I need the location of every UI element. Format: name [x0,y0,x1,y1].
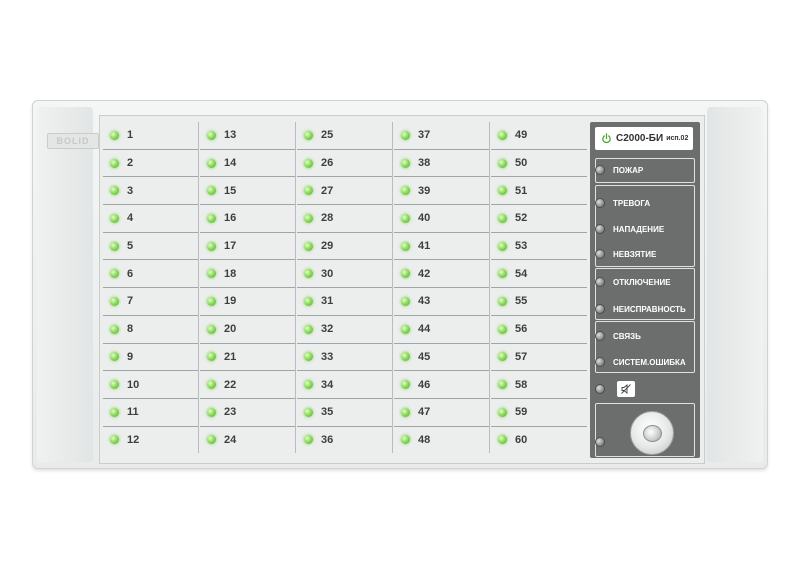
green-led-icon [110,325,119,334]
zone-number: 17 [224,240,237,253]
zone-number: 22 [224,378,237,391]
zone-indicator [491,371,587,399]
zone-indicator [394,205,489,233]
zone-indicator [297,150,392,178]
zone-number: 40 [418,212,431,225]
green-led-icon [207,131,216,140]
zone-indicator [200,122,295,150]
green-led-icon [401,214,410,223]
zone-number: 43 [418,295,431,308]
zone-indicator [394,177,489,205]
zone-number: 47 [418,406,431,419]
zone-indicator [297,177,392,205]
zone-number: 19 [224,295,237,308]
green-led-icon [207,435,216,444]
indicator-link [595,328,641,344]
green-led-icon [110,435,119,444]
zone-number: 57 [515,350,528,363]
green-led-icon [304,214,313,223]
green-led-icon [498,352,507,361]
zone-number: 14 [224,157,237,170]
status-led-icon [595,277,605,287]
zone-indicator [297,371,392,399]
zone-number: 13 [224,129,237,142]
green-led-icon [401,325,410,334]
zone-indicator [491,399,587,427]
green-led-icon [498,242,507,251]
zone-number: 55 [515,295,528,308]
zone-number: 26 [321,157,334,170]
zone-indicator [491,233,587,261]
green-led-icon [304,408,313,417]
zone-column-1 [103,122,199,453]
zone-number: 41 [418,240,431,253]
zone-indicator [103,205,198,233]
green-led-icon [498,380,507,389]
zone-indicator [491,122,587,150]
zone-indicator [394,316,489,344]
zone-number: 59 [515,406,528,419]
green-led-icon [304,325,313,334]
zone-indicator [200,288,295,316]
front-panel [99,115,705,464]
zone-indicator [297,399,392,427]
zone-indicator [491,177,587,205]
model-suffix: исп.02 [666,135,689,142]
status-led-icon [595,198,605,208]
indicator-fire [595,162,643,178]
green-led-icon [110,352,119,361]
zone-number: 38 [418,157,431,170]
zone-number: 11 [127,406,139,419]
zone-indicator [491,150,587,178]
zone-indicator [297,344,392,372]
zone-number: 33 [321,350,334,363]
green-led-icon [304,380,313,389]
green-led-icon [498,408,507,417]
green-led-icon [304,435,313,444]
green-led-icon [207,408,216,417]
zone-number: 9 [127,350,134,363]
zone-indicator [103,288,198,316]
zone-number: 7 [127,295,134,308]
zone-number: 36 [321,433,334,446]
zone-number: 24 [224,433,237,446]
green-led-icon [207,269,216,278]
zone-indicator [103,371,198,399]
zone-indicator [491,427,587,454]
green-led-icon [207,380,216,389]
green-led-icon [498,435,507,444]
indicator-system-error [595,354,686,370]
green-led-icon [401,297,410,306]
zone-indicator [103,150,198,178]
zone-number: 52 [515,212,528,225]
green-led-icon [207,214,216,223]
green-led-icon [401,131,410,140]
green-led-icon [207,352,216,361]
indicator-label: ПОЖАР [613,165,644,175]
green-led-icon [110,242,119,251]
zone-column-5 [491,122,587,453]
green-led-icon [110,297,119,306]
zone-indicator [297,288,392,316]
zone-indicator [103,177,198,205]
sound-off-button[interactable] [617,381,635,397]
zone-number: 18 [224,267,237,280]
status-led-icon [595,331,605,341]
zone-number: 46 [418,378,431,391]
zone-indicator [491,260,587,288]
zone-number: 15 [224,184,237,197]
green-led-icon [110,269,119,278]
green-led-icon [207,325,216,334]
zone-indicator [103,260,198,288]
zone-indicator [200,205,295,233]
zone-number: 58 [515,378,528,391]
green-led-icon [304,159,313,168]
zone-indicator [200,427,295,454]
zone-indicator [103,427,198,454]
zone-number: 49 [515,129,528,142]
green-led-icon [304,131,313,140]
zone-indicator [394,399,489,427]
right-side-panel [707,107,763,462]
zone-indicator [297,122,392,150]
zone-indicator [103,399,198,427]
zone-indicator [491,205,587,233]
status-led-icon [595,437,605,447]
zone-indicator [491,344,587,372]
zone-number: 37 [418,129,431,142]
zone-indicator [103,344,198,372]
zone-number: 42 [418,267,431,280]
green-led-icon [110,214,119,223]
zone-number: 50 [515,157,528,170]
green-led-icon [401,242,410,251]
zone-number: 10 [127,378,140,391]
green-led-icon [207,297,216,306]
zone-number: 27 [321,184,334,197]
green-led-icon [207,242,216,251]
indicator-label: НЕВЗЯТИЕ [613,249,657,259]
zone-number: 34 [321,378,334,391]
zone-indicator [297,205,392,233]
green-led-icon [401,352,410,361]
indicator-label: НЕИСПРАВНОСТЬ [613,304,686,314]
zone-indicator [200,399,295,427]
indicator-disabled [595,274,671,290]
zone-indicator [297,260,392,288]
zone-number: 21 [224,350,237,363]
zone-indicator [200,233,295,261]
zone-number: 29 [321,240,334,253]
indicator-alarm [595,195,650,211]
zone-indicator [297,427,392,454]
green-led-icon [401,435,410,444]
indicator-not-armed [595,246,656,262]
green-led-icon [401,408,410,417]
zone-number: 54 [515,267,528,280]
zone-number: 32 [321,323,334,336]
power-icon [601,133,612,144]
reader-contact [643,425,662,442]
green-led-icon [401,380,410,389]
indicator-label: СВЯЗЬ [613,331,641,341]
zone-number: 2 [127,157,134,170]
zone-number: 6 [127,267,134,280]
zone-number: 16 [224,212,237,225]
indicator-fault [595,301,686,317]
zone-indicator [200,371,295,399]
indicator-label: ТРЕВОГА [613,198,651,208]
green-led-icon [498,159,507,168]
green-led-icon [401,186,410,195]
zone-indicator [103,233,198,261]
zone-number: 56 [515,323,528,336]
zone-number: 39 [418,184,431,197]
green-led-icon [498,131,507,140]
zone-number: 44 [418,323,431,336]
left-side-panel [37,107,93,462]
zone-number: 35 [321,406,334,419]
mute-control [595,381,605,397]
zone-number: 23 [224,406,237,419]
green-led-icon [498,214,507,223]
zone-number: 20 [224,323,237,336]
zone-indicator [297,233,392,261]
green-led-icon [110,159,119,168]
zone-number: 1 [127,129,134,142]
zone-grid [103,122,587,453]
zone-indicator [394,371,489,399]
status-led-icon [595,249,605,259]
zone-number: 25 [321,129,334,142]
status-led-icon [595,304,605,314]
zone-indicator [394,344,489,372]
green-led-icon [110,408,119,417]
green-led-icon [304,186,313,195]
zone-indicator [103,316,198,344]
zone-number: 12 [127,433,140,446]
zone-indicator [394,260,489,288]
zone-indicator [394,288,489,316]
zone-indicator [200,177,295,205]
zone-indicator [200,344,295,372]
green-led-icon [401,159,410,168]
green-led-icon [498,269,507,278]
green-led-icon [304,297,313,306]
zone-indicator [103,122,198,150]
zone-column-2 [200,122,296,453]
status-led-icon [595,384,605,394]
zone-number: 28 [321,212,334,225]
green-led-icon [304,242,313,251]
green-led-icon [207,159,216,168]
zone-number: 48 [418,433,431,446]
brand-logo: BOLID [47,133,99,149]
status-panel [590,122,700,458]
zone-number: 45 [418,350,431,363]
zone-number: 30 [321,267,334,280]
zone-number: 4 [127,212,134,225]
green-led-icon [498,186,507,195]
zone-indicator [491,288,587,316]
model-label [595,127,693,150]
zone-number: 8 [127,323,134,336]
status-led-icon [595,165,605,175]
green-led-icon [207,186,216,195]
zone-indicator [200,260,295,288]
zone-number: 3 [127,184,134,197]
touch-memory-reader-icon[interactable] [630,411,674,455]
zone-indicator [200,150,295,178]
zone-number: 5 [127,240,134,253]
device-housing [32,100,768,469]
indicator-label: СИСТЕМ.ОШИБКА [613,357,686,367]
green-led-icon [304,352,313,361]
green-led-icon [110,131,119,140]
key-indicator [595,434,605,450]
status-led-icon [595,224,605,234]
zone-number: 51 [515,184,528,197]
green-led-icon [110,380,119,389]
zone-column-3 [297,122,393,453]
model-name: С2000-БИ [616,133,664,144]
zone-indicator [394,122,489,150]
zone-number: 60 [515,433,528,446]
green-led-icon [304,269,313,278]
indicator-label: НАПАДЕНИЕ [613,224,665,234]
zone-indicator [491,316,587,344]
green-led-icon [401,269,410,278]
zone-column-4 [394,122,490,453]
status-led-icon [595,357,605,367]
indicator-label: ОТКЛЮЧЕНИЕ [613,277,671,287]
green-led-icon [498,325,507,334]
zone-indicator [200,316,295,344]
zone-indicator [394,150,489,178]
zone-indicator [297,316,392,344]
zone-indicator [394,427,489,454]
zone-number: 31 [321,295,334,308]
zone-indicator [394,233,489,261]
indicator-attack [595,221,664,237]
sound-off-icon [620,383,632,395]
green-led-icon [110,186,119,195]
zone-number: 53 [515,240,528,253]
green-led-icon [498,297,507,306]
